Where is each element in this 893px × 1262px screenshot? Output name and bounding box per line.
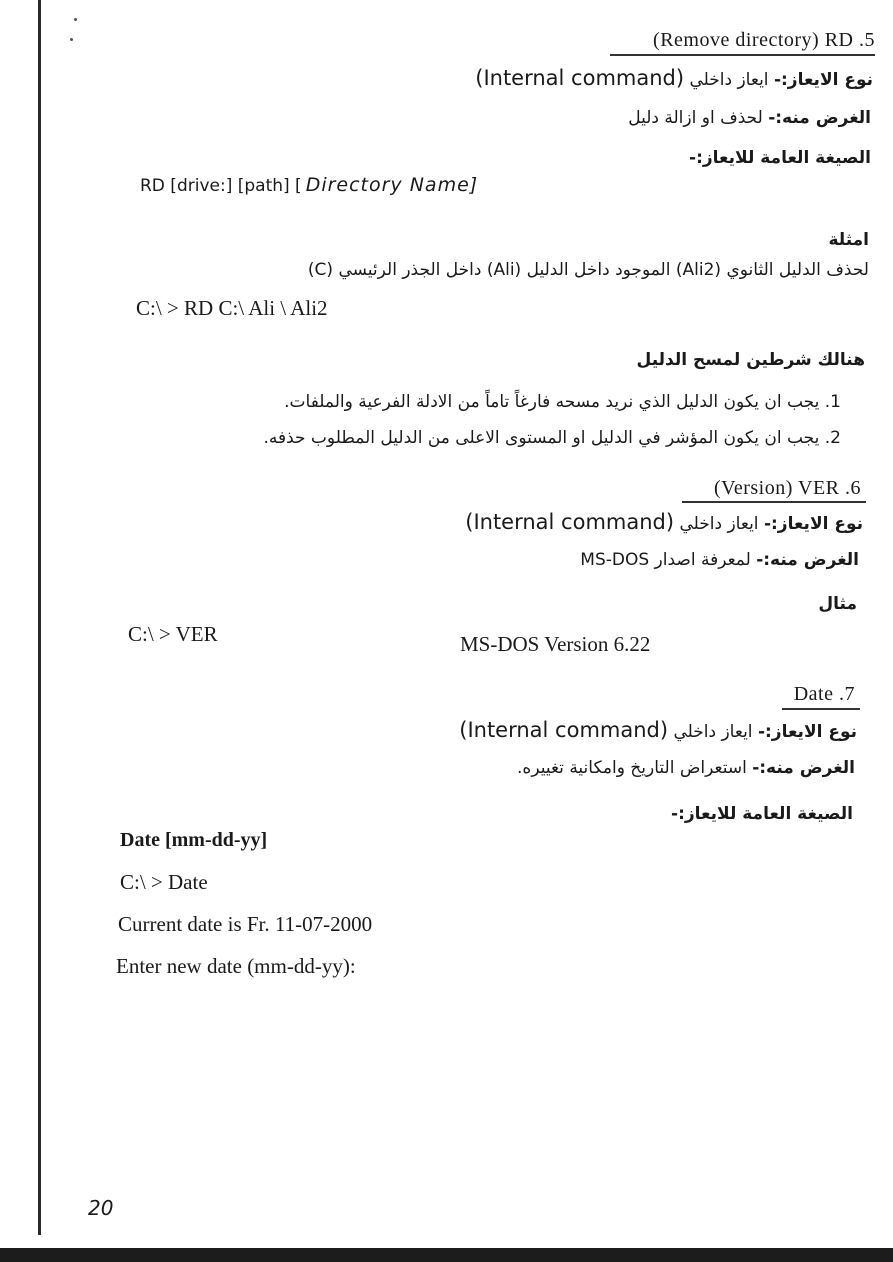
section7-syntax: Date [mm-dd-yy]	[120, 829, 268, 851]
scan-edge-bottom	[0, 1248, 893, 1262]
section7-line-2: Current date is Fr. 11-07-2000	[118, 912, 373, 936]
section6-type-en: (Internal command)	[465, 510, 675, 534]
section5-type-label: نوع الايعاز:-	[773, 70, 873, 90]
section5-purpose-value: لحذف او ازالة دليل	[628, 108, 763, 128]
section6-heading: (Version) VER .6	[713, 477, 861, 499]
section5-example-text: لحذف الدليل الثانوي (Ali2) الموجود داخل الدليل (Ali) داخل الجذر الرئيسي (C)	[307, 260, 869, 280]
section6-purpose-label: الغرض منه:-	[756, 550, 859, 570]
section7-type-label: نوع الايعاز:-	[757, 722, 857, 742]
section5-condition-2: 2. يجب ان يكون المؤشر في الدليل او المستوى الاعلى من الدليل المطلوب حذفه.	[263, 428, 841, 448]
section6-type-label: نوع الايعاز:-	[763, 514, 863, 534]
section5-examples-label-text: امثلة	[828, 230, 869, 250]
section6-purpose-value: لمعرفة اصدار MS-DOS	[580, 550, 751, 570]
section6-example-command: C:\ > VER	[128, 622, 218, 646]
section5-example-command: C:\ > RD C:\ Ali \ Ali2	[136, 296, 328, 320]
scan-speck	[74, 18, 77, 21]
section5-syntax: RD [drive:] [path] [	[140, 176, 302, 196]
section5-syntax-handwritten: Directory Name]	[305, 174, 479, 196]
section7-type-row	[459, 720, 857, 741]
section7-type-en: (Internal command)	[459, 718, 669, 742]
section6-heading-underline	[682, 501, 866, 503]
section5-examples-label	[828, 232, 869, 249]
section5-syntax-label-text: الصيغة العامة للايعاز:-	[689, 148, 871, 168]
section5-purpose-row	[628, 110, 871, 127]
section5-type-value: ايعاز داخلي	[689, 70, 769, 90]
section5-type-en: (Internal command)	[475, 66, 685, 90]
section7-type-value: ايعاز داخلي	[673, 722, 753, 742]
section5-conditions-title-text: هنالك شرطين لمسح الدليل	[636, 350, 865, 370]
scan-speck	[70, 38, 73, 41]
section5-conditions-title	[637, 352, 865, 369]
section7-purpose-label: الغرض منه:-	[752, 758, 855, 778]
section7-syntax-label-text: الصيغة العامة للايعاز:-	[671, 804, 853, 824]
section5-purpose-label: الغرض منه:-	[768, 108, 871, 128]
scan-edge-left	[38, 0, 41, 1235]
section6-type-row	[465, 512, 863, 533]
section5-syntax-row	[140, 176, 478, 195]
section5-type-row	[475, 68, 873, 89]
section6-example-output: MS-DOS Version 6.22	[460, 632, 651, 656]
section7-purpose-row	[517, 760, 855, 777]
section6-example-label-text: مثال	[818, 594, 857, 614]
section7-heading: Date .7	[793, 683, 855, 705]
section7-line-1: C:\ > Date	[120, 870, 208, 894]
section5-condition-1: 1. يجب ان يكون الدليل الذي نريد مسحه فارغاً تاماً من الادلة الفرعية والملفات.	[284, 392, 841, 412]
page-number: 20	[88, 1196, 114, 1220]
section6-type-value: ايعاز داخلي	[679, 514, 759, 534]
section5-heading-underline	[610, 54, 875, 56]
section5-heading: (Remove directory) RD .5	[653, 29, 875, 51]
section7-syntax-label	[671, 806, 853, 823]
section7-purpose-value: استعراض التاريخ وامكانية تغييره.	[517, 758, 747, 778]
section6-example-label	[818, 596, 857, 613]
section6-purpose-row	[580, 552, 859, 569]
section7-line-3: Enter new date (mm-dd-yy):	[116, 954, 356, 978]
section7-heading-underline	[782, 708, 860, 710]
section5-syntax-label	[689, 150, 871, 167]
